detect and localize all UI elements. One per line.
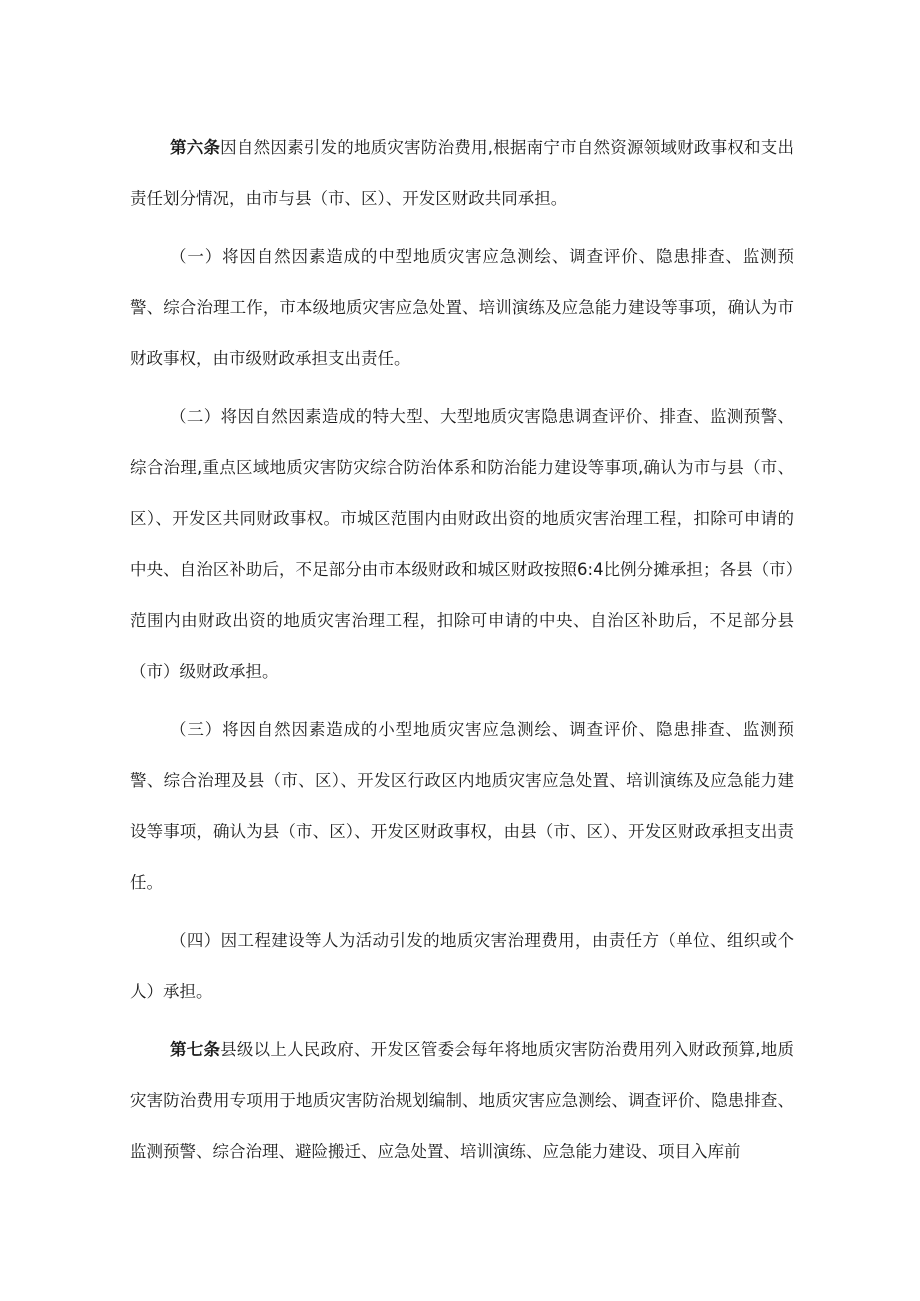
article-6-paragraph — [130, 122, 794, 224]
clause-1-paragraph — [130, 231, 794, 384]
clause-1-text: （一）将因自然因素造成的中型地质灾害应急测绘、调查评价、隐患排查、监测预警、综合治理工作，市本级地质灾害应急处置、培训演练及应急能力建设等事项，确认为市财政事权，由市级财政承担支出责任。 — [130, 247, 794, 368]
clause-3-paragraph — [130, 704, 794, 908]
article-6-text: 因自然因素引发的地质灾害防治费用,根据南宁市自然资源领域财政事权和支出责任划分情况，由市与县（市、区）、开发区财政共同承担。 — [130, 138, 794, 208]
article-7-text: 县级以上人民政府、开发区管委会每年将地质灾害防治费用列入财政预算,地质灾害防治费用专项用于地质灾害防治规划编制、地质灾害应急测绘、调查评价、隐患排查、监测预警、综合治理、避险搬迁、应急处置、培训演练、应急能力建设、项目入库前 — [130, 1040, 794, 1161]
clause-2-paragraph — [130, 391, 794, 697]
article-6-heading: 第六条 — [170, 138, 221, 157]
clause-4-text: （四）因工程建设等人为活动引发的地质灾害治理费用，由责任方（单位、组织或个人）承担。 — [130, 931, 794, 1001]
clause-2-text: （二）将因自然因素造成的特大型、大型地质灾害隐患调查评价、排查、监测预警、综合治理,重点区域地质灾害防灾综合防治体系和防治能力建设等事项,确认为市与县（市、区）、开发区共同财政事权。市城区范围内由财政出资的地质灾害治理工程，扣除可申请的中央、自治区补助后，不足部分由市本级财政和城区财政按照6:4比例分摊承担；各县（市）范围内由财政出资的地质灾害治理工程，扣除可申请的中央、自治区补助后，不足部分县（市）级财政承担。 — [130, 407, 794, 681]
article-7-heading: 第七条 — [170, 1040, 221, 1059]
document-page — [130, 122, 794, 1184]
clause-4-paragraph — [130, 915, 794, 1017]
clause-3-text: （三）将因自然因素造成的小型地质灾害应急测绘、调查评价、隐患排查、监测预警、综合治理及县（市、区）、开发区行政区内地质灾害应急处置、培训演练及应急能力建设等事项，确认为县（市、区）、开发区财政事权，由县（市、区）、开发区财政承担支出责任。 — [130, 720, 794, 892]
article-7-paragraph — [130, 1024, 794, 1177]
